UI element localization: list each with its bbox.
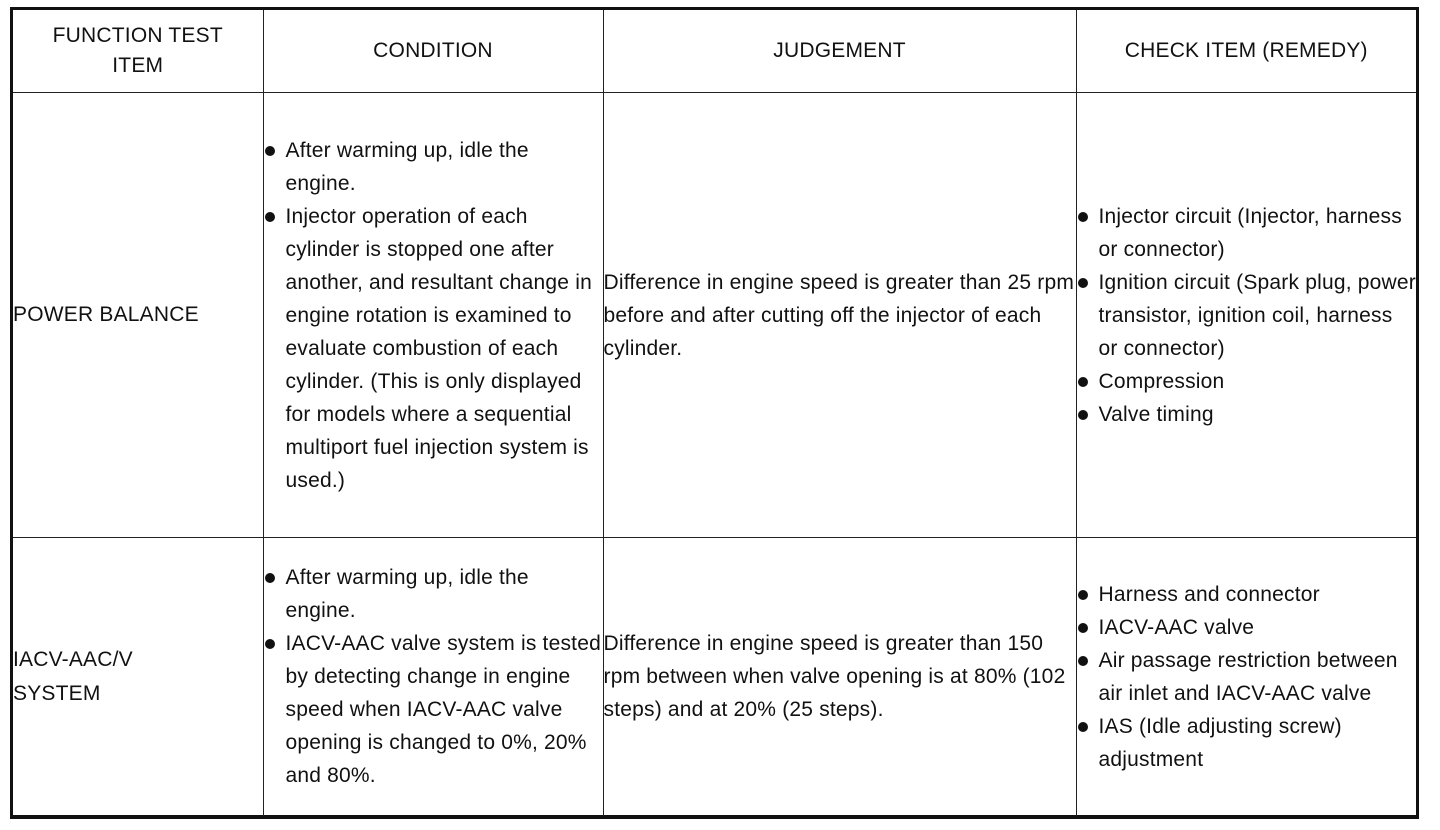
function-test-item-cell: IACV-AAC/V SYSTEM — [13, 538, 263, 816]
bullet-icon — [1078, 623, 1088, 633]
bullet-icon — [1078, 212, 1088, 222]
bullet-icon — [1078, 377, 1088, 387]
list-item: Compression — [1077, 365, 1417, 398]
check-item-list — [1077, 578, 1417, 776]
header-row — [13, 10, 1416, 93]
bullet-icon — [265, 212, 275, 222]
bullet-icon — [1078, 410, 1088, 420]
judgement-cell: Difference in engine speed is greater than 25 rpm before and after cutting off the injector of each cylinder. — [603, 93, 1076, 538]
check-item-list — [1077, 200, 1417, 431]
bullet-icon — [1078, 590, 1088, 600]
list-item: Air passage restriction between air inlet and IACV-AAC valve — [1077, 644, 1417, 710]
condition-cell — [263, 538, 603, 816]
function-test-table — [13, 10, 1416, 816]
list-item: Injector circuit (Injector, harness or connector) — [1077, 200, 1417, 266]
list-item: IAS (Idle adjusting screw) adjustment — [1077, 710, 1417, 776]
list-item: After warming up, idle the engine. — [264, 134, 603, 200]
check-item-cell — [1076, 538, 1416, 816]
header-condition: CONDITION — [263, 10, 603, 93]
list-item: IACV-AAC valve — [1077, 611, 1417, 644]
condition-cell — [263, 93, 603, 538]
header-check-item: CHECK ITEM (REMEDY) — [1076, 10, 1416, 93]
bullet-icon — [1078, 722, 1088, 732]
table-row — [13, 538, 1416, 816]
check-item-cell — [1076, 93, 1416, 538]
bullet-icon — [1078, 656, 1088, 666]
judgement-cell: Difference in engine speed is greater than 150 rpm between when valve opening is at 80% (102 steps) and at 20% (25 steps). — [603, 538, 1076, 816]
condition-list — [264, 561, 603, 792]
bullet-icon — [265, 573, 275, 583]
header-judgement: JUDGEMENT — [603, 10, 1076, 93]
list-item: After warming up, idle the engine. — [264, 561, 603, 627]
bullet-icon — [265, 639, 275, 649]
bullet-icon — [1078, 278, 1088, 288]
list-item: Ignition circuit (Spark plug, power transistor, ignition coil, harness or connector) — [1077, 266, 1417, 365]
list-item: Harness and connector — [1077, 578, 1417, 611]
condition-list — [264, 134, 603, 497]
table-row — [13, 93, 1416, 538]
header-function-test-item: FUNCTION TEST ITEM — [13, 10, 263, 93]
bullet-icon — [265, 146, 275, 156]
list-item: IACV-AAC valve system is tested by detecting change in engine speed when IACV-AAC valve opening is changed to 0%, 20% and 80%. — [264, 627, 603, 792]
list-item: Valve timing — [1077, 398, 1417, 431]
function-test-item-cell: POWER BALANCE — [13, 93, 263, 538]
list-item: Injector operation of each cylinder is stopped one after another, and resultant change in engine rotation is examined to evaluate combustion of each cylinder. (This is only displayed for models where a sequential multiport fuel injection system is used.) — [264, 200, 603, 497]
